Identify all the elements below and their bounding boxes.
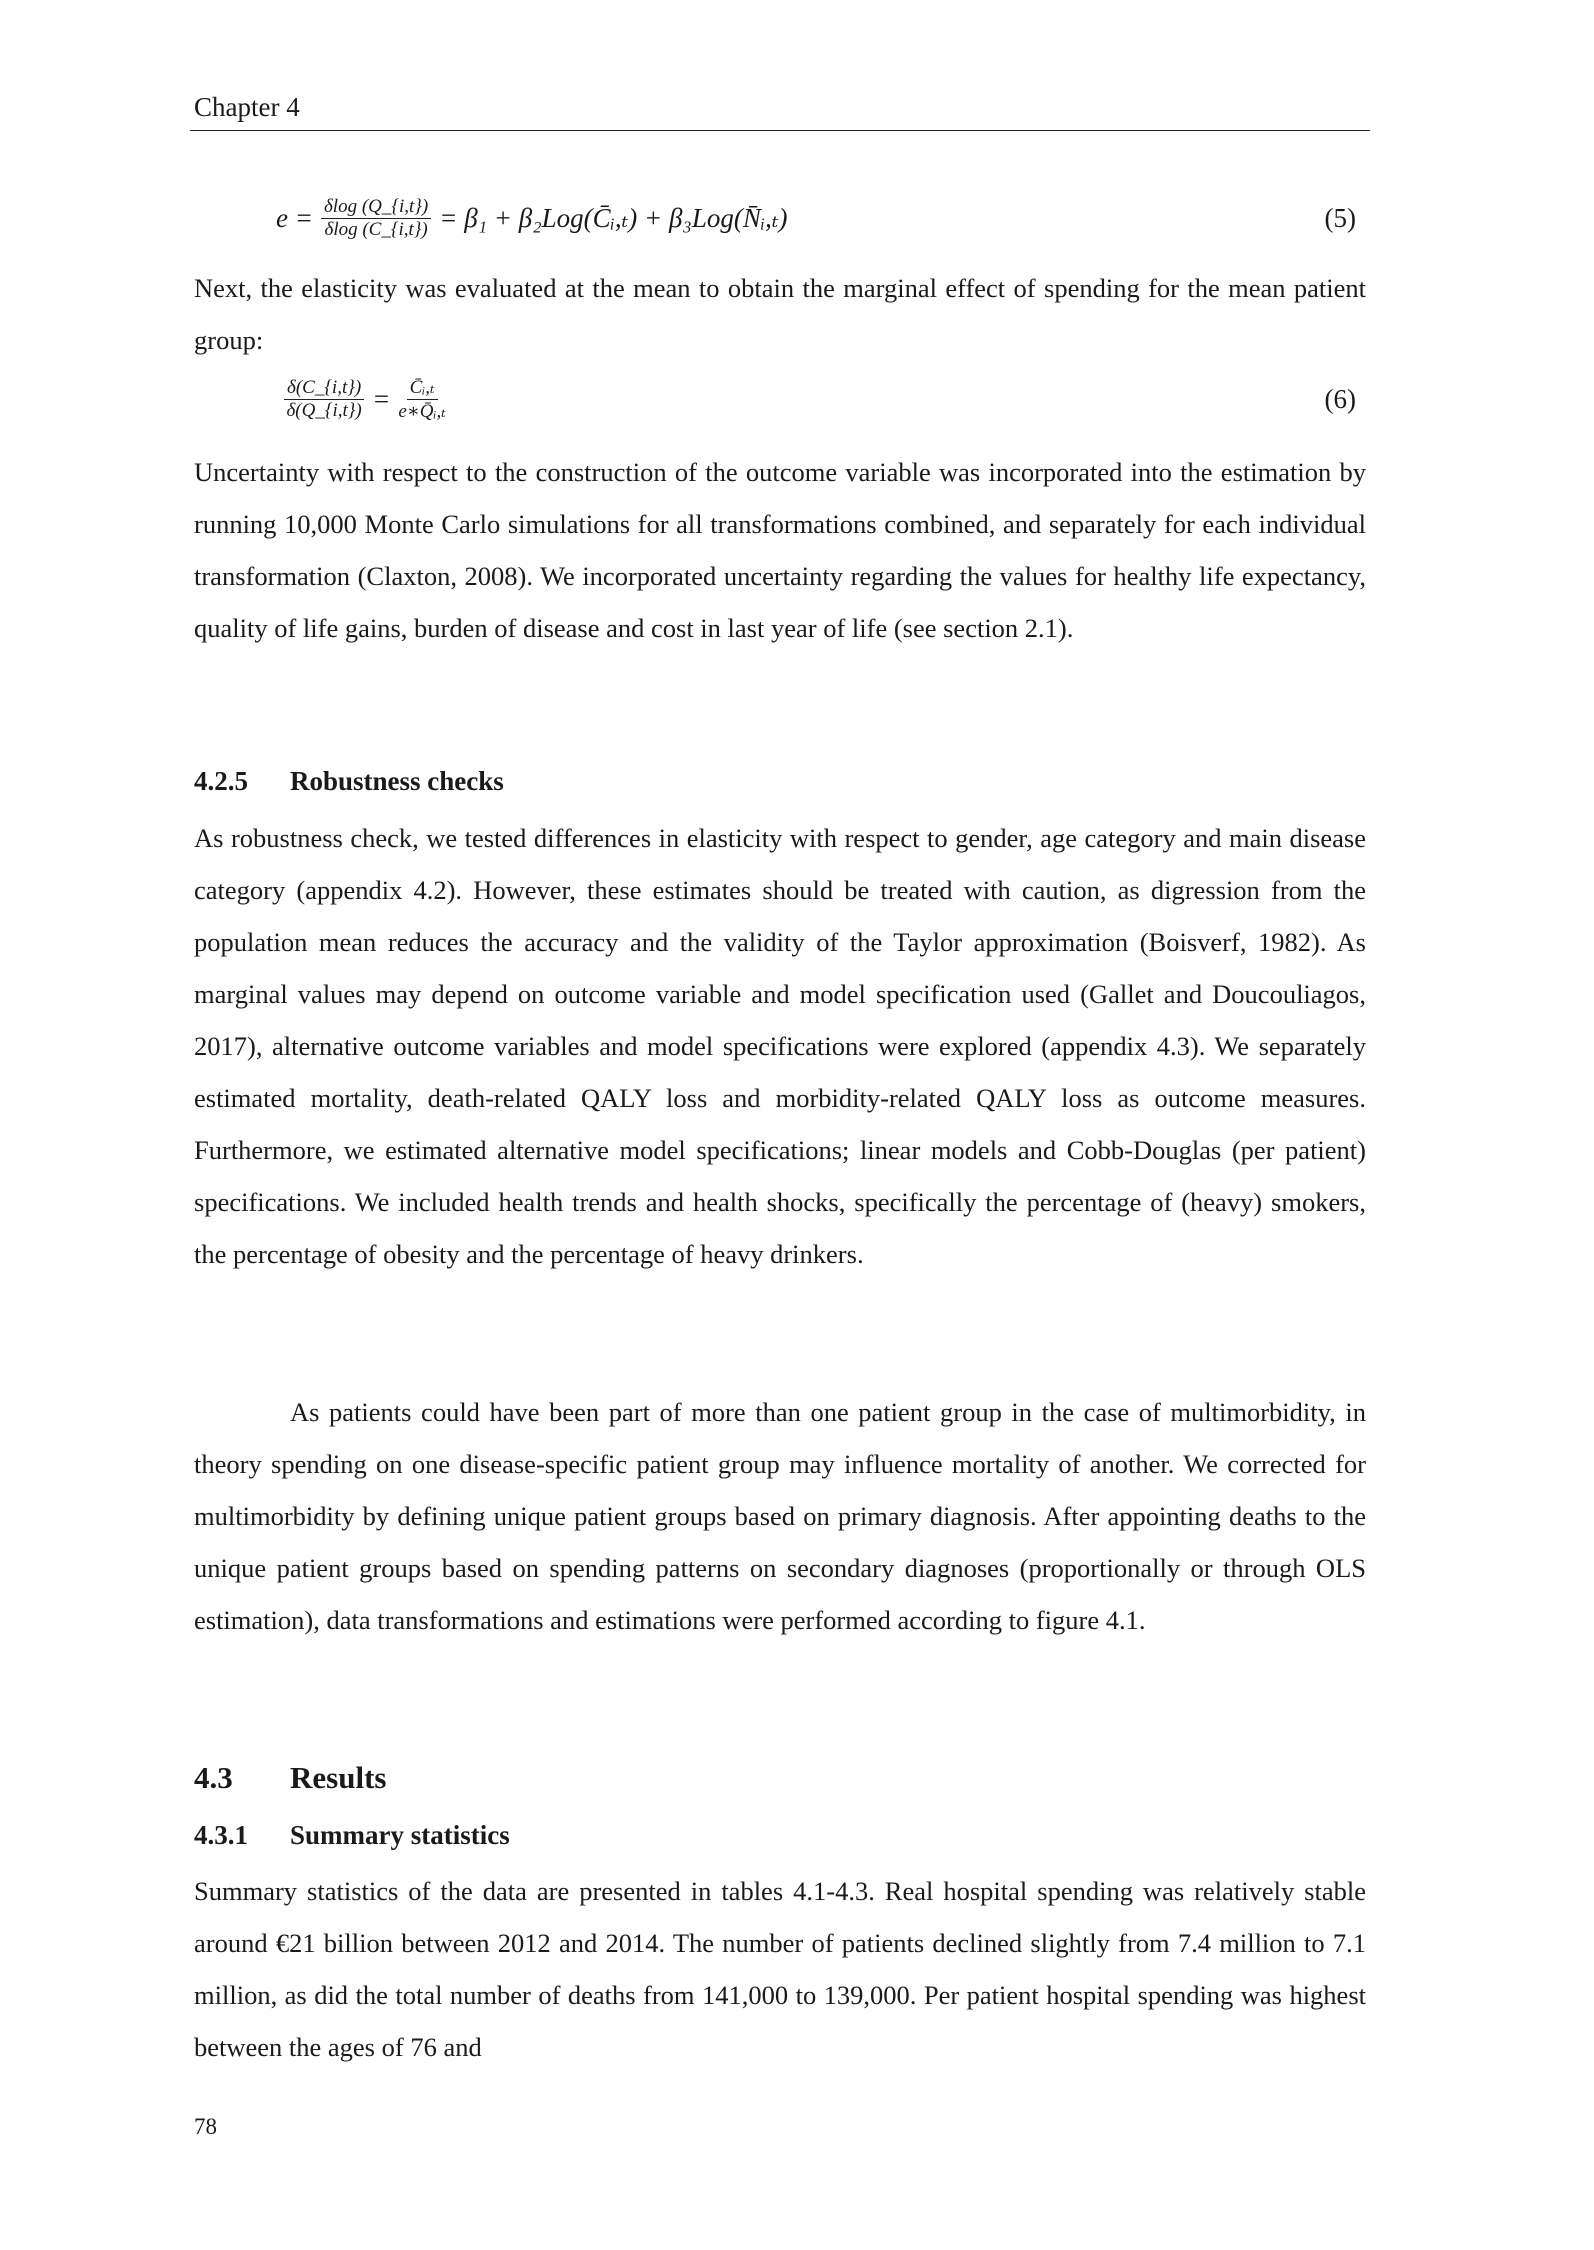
- eq6-rhs-numerator: C̄ᵢ,ₜ: [407, 376, 438, 400]
- eq6-lhs-fraction: [284, 377, 364, 422]
- eq6-rhs-denominator: e∗Q̄ᵢ,ₜ: [398, 401, 446, 422]
- eq5-number: (5): [1324, 203, 1356, 233]
- section-heading-4-3: [194, 1760, 1366, 1796]
- eq5-lhs: e =: [276, 203, 313, 233]
- section-heading-4-3-1: [194, 1820, 1366, 1851]
- eq5-fraction: [321, 196, 431, 241]
- eq5-denominator: δlog (C_{i,t}): [324, 219, 428, 240]
- eq6-numerator: δ(C_{i,t}): [284, 377, 364, 400]
- eq5-numerator: δlog (Q_{i,t}): [321, 196, 431, 219]
- section-title: Summary statistics: [290, 1820, 510, 1850]
- eq6-equals: =: [372, 384, 391, 414]
- running-header: Chapter 4: [194, 92, 300, 122]
- eq5-rhs: = β₁ + β₂Log(C̄ᵢ,ₜ) + β₃Log(N̄ᵢ,ₜ): [439, 203, 788, 233]
- eq6-denominator: δ(Q_{i,t}): [286, 400, 362, 421]
- section-number: 4.3: [194, 1760, 233, 1795]
- section-number: 4.2.5: [194, 766, 248, 796]
- section-number: 4.3.1: [194, 1820, 248, 1850]
- eq6-rhs-fraction: [398, 376, 446, 423]
- header-rule: [190, 130, 1370, 131]
- section-title: Results: [290, 1760, 387, 1795]
- equation-5: [276, 196, 1366, 241]
- paragraph-2: Uncertainty with respect to the construction of the outcome variable was incorporated into the estimation by running 10,000 Monte Carlo simulations for all transformations combined, and separately for each individual transformation (Claxton, 2008). We incorporated uncertainty regarding the values for healthy life expectancy, quality of life gains, burden of disease and cost in last year of life (see section 2.1).: [194, 457, 1366, 643]
- page-number: 78: [194, 2114, 217, 2139]
- paragraph-3: As robustness check, we tested differences in elasticity with respect to gender, age category and main disease category (appendix 4.2). However, these estimates should be treated with caution, as digression from the population mean reduces the accuracy and the validity of the Taylor approximation (Boisverf, 1982). As marginal values may depend on outcome variable and model specification used (Gallet and Doucouliagos, 2017), alternative outcome variables and model specifications were explored (appendix 4.3). We separately estimated mortality, death-related QALY loss and morbidity-related QALY loss as outcome measures. Furthermore, we estimated alternative model specifications; linear models and Cobb-Douglas (per patient) specifications. We included health trends and health shocks, specifically the percentage of (heavy) smokers, the percentage of obesity and the percentage of heavy drinkers.: [194, 823, 1366, 1269]
- paragraph-5: Summary statistics of the data are presented in tables 4.1-4.3. Real hospital spending was relatively stable around €21 billion between 2012 and 2014. The number of patients declined slightly from 7.4 million to 7.1 million, as did the total number of deaths from 141,000 to 139,000. Per patient hospital spending was highest between the ages of 76 and: [194, 1876, 1366, 2062]
- section-title: Robustness checks: [290, 766, 504, 796]
- eq6-number: (6): [1324, 384, 1356, 414]
- paragraph-1: Next, the elasticity was evaluated at the mean to obtain the marginal effect of spending for the mean patient group:: [194, 273, 1366, 355]
- paragraph-4: As patients could have been part of more than one patient group in the case of multimorbidity, in theory spending on one disease-specific patient group may influence mortality of another. We corrected for multimorbidity by defining unique patient groups based on primary diagnosis. After appointing deaths to the unique patient groups based on spending patterns on secondary diagnoses (proportionally or through OLS estimation), data transformations and estimations were performed according to figure 4.1.: [194, 1397, 1366, 1635]
- section-heading-4-2-5: [194, 766, 1366, 797]
- equation-6: [276, 376, 1366, 423]
